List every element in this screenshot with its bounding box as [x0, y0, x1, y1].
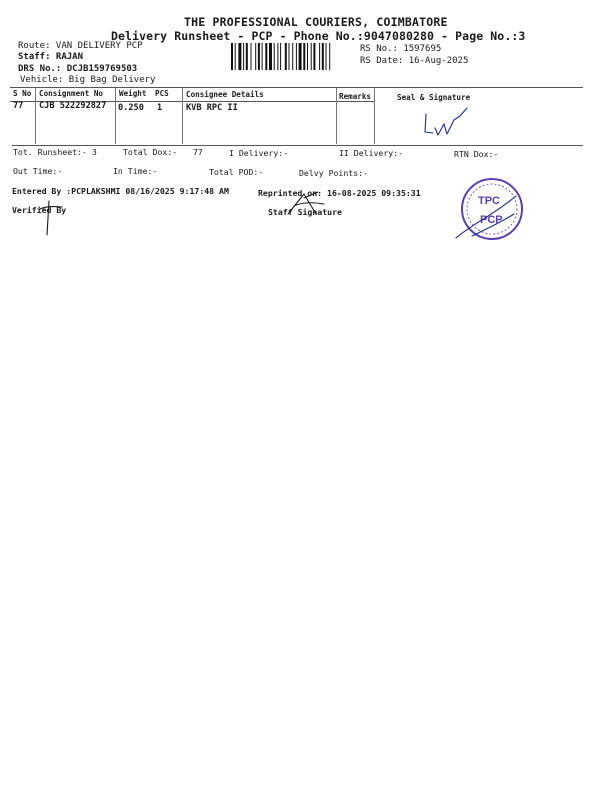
stamp-text-bottom: PCP [480, 214, 503, 226]
vehicle-label: Vehicle: Big Bag Delivery [20, 75, 156, 85]
col-divider [336, 88, 337, 144]
staff-signature-scribble-image [282, 188, 332, 220]
header-underline-consignee [183, 101, 336, 102]
rtn-dox: RTN Dox:- [454, 149, 499, 159]
receiver-signature-image [420, 104, 472, 144]
ii-delivery: II Delivery:- [339, 148, 404, 158]
row-consignment-no: CJB 522292827 [39, 101, 107, 111]
total-pod: Total POD:- [209, 167, 264, 177]
route-label: Route: VAN DELIVERY PCP [18, 41, 143, 51]
runsheet-subtitle: Delivery Runsheet - PCP - Phone No.:9047080280 - Page No.:3 [111, 29, 526, 43]
staff-signature: Staff Signature [268, 207, 342, 217]
table-top-border [10, 87, 583, 88]
total-dox-label: Total Dox:- [123, 147, 178, 157]
col-header-consignment-no: Consignment No [39, 89, 104, 98]
col-header-pcs: PCS [155, 89, 169, 98]
out-time: Out Time:- [13, 166, 63, 176]
row-consignee: KVB RPC II [186, 103, 238, 113]
col-divider [374, 88, 375, 144]
col-header-remarks: Remarks [339, 92, 372, 101]
entered-by: Entered By :PCPLAKSHMI 08/16/2025 9:17:48 AM [12, 186, 229, 196]
staff-label: Staff: RAJAN [18, 52, 84, 62]
stamp-text-top: TPC [478, 195, 500, 207]
row-weight: 0.250 [118, 103, 144, 113]
col-header-s-no: S No [13, 89, 32, 98]
header-underline-remarks [337, 101, 374, 102]
delvy-points: Delvy Points:- [299, 168, 369, 178]
col-divider [35, 88, 36, 144]
row-s-no: 77 [13, 101, 24, 111]
i-delivery: I Delivery:- [229, 148, 289, 158]
col-header-weight: Weight [119, 89, 147, 98]
company-stamp-image [454, 176, 528, 246]
verifier-signature-image [36, 195, 66, 239]
col-divider [115, 88, 116, 144]
table-bottom-border [12, 145, 583, 146]
barcode-image [231, 43, 353, 70]
reprinted-on: Reprinted on: 16-08-2025 09:35:31 [258, 188, 421, 198]
company-title: THE PROFESSIONAL COURIERS, COIMBATORE [184, 15, 448, 29]
col-header-seal-signature: Seal & Signature [397, 93, 471, 102]
row-pcs: 1 [157, 103, 163, 113]
rs-date: RS Date: 16-Aug-2025 [360, 56, 469, 66]
col-header-consignee: Consignee Details [186, 90, 264, 99]
col-divider [182, 88, 183, 144]
drs-number: DRS No.: DCJB159769503 [18, 64, 138, 74]
rs-number: RS No.: 1597695 [360, 44, 442, 54]
tot-runsheet: Tot. Runsheet:- 3 [13, 147, 97, 157]
in-time: In Time:- [113, 166, 158, 176]
total-dox-value: 77 [193, 147, 203, 157]
verified-by: Verified By [12, 205, 67, 215]
